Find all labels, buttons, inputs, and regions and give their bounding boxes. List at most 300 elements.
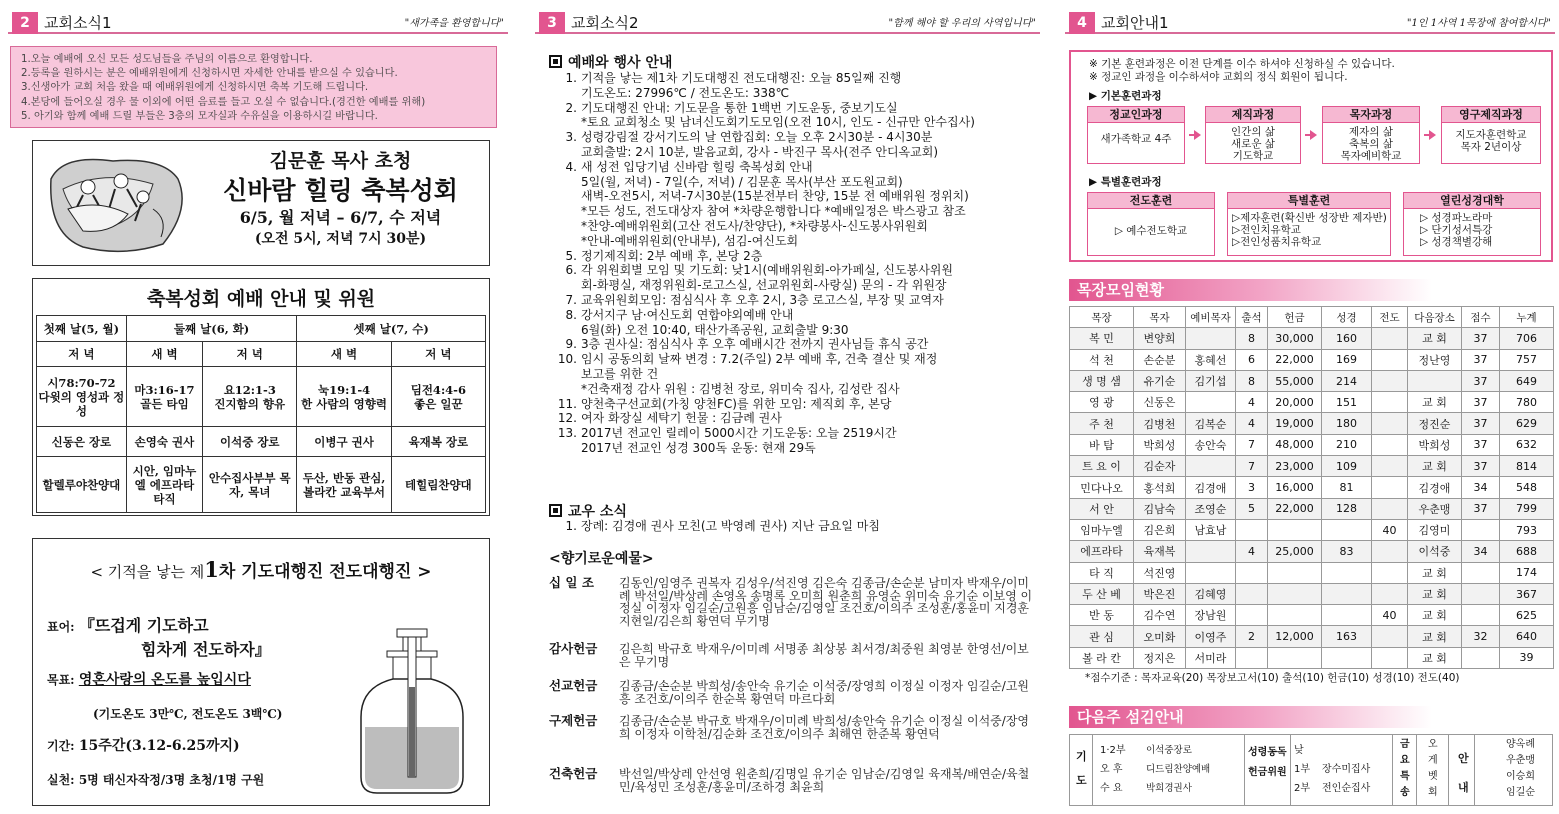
table-cell: 7 — [1236, 456, 1268, 477]
table-cell: 교 회 — [1408, 392, 1462, 413]
table-cell: 214 — [1322, 370, 1372, 391]
section-member-news: 교우 소식 — [549, 501, 627, 521]
square-bullet-icon — [549, 504, 562, 517]
event-item: 1. 기적을 낳는 제1차 기도대행진 전도대행진: 오늘 85일째 진행 — [565, 71, 902, 85]
table-cell: 김혜영 — [1186, 583, 1236, 604]
notice-line: 3.신생아가 교회 처음 왔을 때 예배위원에게 신청하시면 축복 기도해 드립니다. — [21, 82, 369, 94]
table-cell — [1372, 583, 1408, 604]
offering-team-slots: 낮 1부 2부 — [1294, 745, 1311, 794]
table-cell: 548 — [1500, 477, 1554, 498]
table-cell — [1186, 328, 1236, 349]
prayer-label: 기 도 — [1076, 750, 1087, 787]
event-item: 11. 양천축구선교회(가칭 양천FC)를 위한 모임: 제직회 후, 본당 — [557, 396, 892, 411]
score-criteria-note: *점수기준 : 목자교육(20) 목장보고서(10) 출석(10) 헌금(10) 성경(10) 전도(40) — [1085, 672, 1460, 684]
table-cell — [1372, 413, 1408, 434]
table-cell — [1372, 541, 1408, 562]
event-item-line: 5일(월, 저녁) - 7일(수, 저녁) / 김문훈 목사(부산 포도원교회) — [581, 174, 903, 189]
table-cell: 163 — [1322, 626, 1372, 647]
event-item-line: 6월(화) 오전 10:40, 태산가족공원, 교회출발 9:30 — [581, 322, 849, 337]
table-cell: 교 회 — [1408, 605, 1462, 626]
table-row — [1070, 562, 1554, 583]
offering-title: <향기로운예물> — [549, 551, 654, 567]
page-number: 2 — [12, 12, 38, 34]
training-note: ※ 기본 훈련과정은 이전 단계를 이수 하셔야 신청하실 수 있습니다. — [1089, 58, 1395, 70]
table-cell — [1186, 562, 1236, 583]
table-cell — [1322, 562, 1372, 583]
notice-line: 4.본당에 들어오실 경우 물 이외에 어떤 음료를 들고 오실 수 없습니다.(경건한 예배를 위해) — [21, 96, 426, 108]
table-cell — [1186, 392, 1236, 413]
day-header: 첫째 날(5, 월) — [37, 316, 127, 342]
table-cell: 180 — [1322, 413, 1372, 434]
column-header: 다음장소 — [1408, 307, 1462, 328]
march-goal: 목표: 영혼사랑의 온도를 높입시다 — [47, 672, 251, 688]
slot-header: 새 벽 — [297, 342, 391, 367]
table-cell: 8 — [1236, 328, 1268, 349]
table-cell: 34 — [1462, 477, 1500, 498]
table-cell: 김은희 — [1134, 519, 1186, 540]
notice-line: 5. 아기와 함께 예배 드릴 부들은 3층의 모자실과 수유실을 이용하시길 바랍니다. — [21, 110, 378, 122]
table-cell — [1236, 605, 1268, 626]
verse-cell: 눅19:1-4 한 사람의 영향력 — [297, 367, 391, 427]
table-cell: 서 안 — [1070, 498, 1134, 519]
event-item: 2. 기도대행진 안내: 기도문을 통한 1백번 기도운동, 중보기도실 — [565, 100, 898, 115]
event-item: 6. 각 위원회별 모임 및 기도회: 낮1시(예배위원회-아가페실, 신도봉사위원 — [565, 263, 953, 278]
course-box: 특별훈련 ▷제자훈련(확신반 성장반 제자반) ▷전인치유학교 ▷전인성품치유학교 — [1227, 192, 1391, 256]
table-cell: 유기순 — [1134, 370, 1186, 391]
table-cell — [1268, 605, 1322, 626]
leader-cell: 신동은 장로 — [37, 427, 127, 457]
table-cell: 706 — [1500, 328, 1554, 349]
table-row — [1070, 647, 1554, 668]
table-cell: 석 천 — [1070, 349, 1134, 370]
day-header: 둘째 날(6, 화) — [126, 316, 297, 342]
page-slogan: "새가족을 환영합니다" — [404, 18, 504, 29]
basic-training-label: ▶ 기본훈련과정 — [1089, 90, 1162, 102]
table-cell — [1462, 583, 1500, 604]
table-row — [1070, 519, 1554, 540]
table-cell: 174 — [1500, 562, 1554, 583]
table-cell — [1372, 456, 1408, 477]
choir-cell: 두산, 반동 관심, 볼라칸 교육부서 — [297, 457, 391, 513]
table-cell: 관 심 — [1070, 626, 1134, 647]
table-cell — [1372, 434, 1408, 455]
table-cell: 40 — [1372, 605, 1408, 626]
march-motto-2: 힘차게 전도하자』 — [141, 640, 271, 659]
choir-cell: 테힐림찬양대 — [391, 457, 485, 513]
table-cell: 25,000 — [1268, 541, 1322, 562]
table-cell: 복 민 — [1070, 328, 1134, 349]
table-cell: 4 — [1236, 392, 1268, 413]
table-row — [1070, 434, 1554, 455]
table-cell: 민다나오 — [1070, 477, 1134, 498]
table-cell: 주 천 — [1070, 413, 1134, 434]
prayer-times: 1·2부 오 후 수 요 — [1100, 745, 1126, 794]
table-cell: 볼 라 칸 — [1070, 647, 1134, 668]
table-cell: 김복순 — [1186, 413, 1236, 434]
table-cell: 2 — [1236, 626, 1268, 647]
table-row — [1070, 328, 1554, 349]
day-header: 셋째 날(7, 수) — [297, 316, 486, 342]
page-number: 4 — [1069, 12, 1095, 34]
table-cell: 박희성 — [1134, 434, 1186, 455]
table-cell: 814 — [1500, 456, 1554, 477]
notice-line: 2.등록을 원하시는 분은 예배위원에게 신청하시면 자세한 안내를 받으실 수 있습니다. — [21, 68, 398, 80]
offering-team-members: 장수미집사 전인순집사 — [1322, 764, 1371, 794]
table-cell: 799 — [1500, 498, 1554, 519]
table-cell: 37 — [1462, 370, 1500, 391]
event-item: 7. 교육위원회모임: 점심식사 후 오후 2시, 3층 로고스실, 부장 및 교역자 — [565, 292, 944, 307]
table-cell — [1372, 477, 1408, 498]
welcome-notice-box — [10, 46, 497, 128]
event-item-line: 새벽-오전5시, 저녁-7시30분(15분전부터 찬양, 15분 전 예배위원 정위치) — [581, 189, 969, 204]
table-row — [1070, 541, 1554, 562]
table-cell: 임마누엘 — [1070, 519, 1134, 540]
page-news-1 — [8, 0, 508, 814]
table-cell: 649 — [1500, 370, 1554, 391]
event-item-line: 교회출발: 2시 10분, 발음교회, 강사 - 박진구 목사(전주 안디옥교회) — [581, 144, 938, 159]
table-cell: 트 요 이 — [1070, 456, 1134, 477]
course-box: 정교인과정 새가족학교 4주 — [1087, 106, 1185, 164]
revival-banner — [32, 140, 490, 266]
leader-cell: 이석중 장로 — [203, 427, 297, 457]
friday-special-team: 오 게 벳 회 — [1428, 739, 1438, 798]
table-cell — [1186, 456, 1236, 477]
table-cell: 석진영 — [1134, 562, 1186, 583]
event-item-line: 2017년 전교인 성경 300독 운동: 현재 29독 — [581, 440, 816, 455]
square-bullet-icon — [549, 55, 562, 68]
column-header: 출석 — [1236, 307, 1268, 328]
prayer-leaders: 이석중장로 디드림찬양예배 박희경권사 — [1146, 745, 1211, 794]
page-title: 교회소식1 — [44, 14, 112, 32]
table-cell: 629 — [1500, 413, 1554, 434]
table-cell: 55,000 — [1268, 370, 1322, 391]
march-practice: 실천: 5명 태신자작정/3명 초청/1명 구원 — [47, 773, 265, 787]
table-cell — [1372, 392, 1408, 413]
section-worship-events: 예배와 행사 안내 — [549, 52, 672, 72]
verse-cell: 마3:16-17 골든 타임 — [126, 367, 202, 427]
column-header: 성경 — [1322, 307, 1372, 328]
table-row — [1070, 477, 1554, 498]
table-cell: 장남원 — [1186, 605, 1236, 626]
event-item: 12. 여자 화장실 세탁기 헌물 : 김금례 권사 — [557, 411, 782, 426]
table-cell: 625 — [1500, 605, 1554, 626]
service-guide-box — [32, 278, 490, 516]
page-header — [1065, 12, 1555, 34]
table-cell: 160 — [1322, 328, 1372, 349]
table-cell: 37 — [1462, 349, 1500, 370]
next-week-title: 다음주 섬김안내 — [1069, 706, 1553, 728]
event-item-line: *모든 성도, 전도대상자 참여 *차량운행합니다 *예배일정은 박스광고 참조 — [581, 204, 966, 219]
table-cell — [1462, 562, 1500, 583]
march-temperature: (기도온도 3만℃, 전도온도 3백℃) — [93, 707, 283, 721]
table-cell: 박은진 — [1134, 583, 1186, 604]
march-period: 기간: 15주간(3.12-6.25까지) — [47, 738, 240, 754]
table-row — [1070, 413, 1554, 434]
leader-cell: 이병구 권사 — [297, 427, 391, 457]
slot-header: 저 녁 — [203, 342, 297, 367]
event-item-line: *찬양-예배위원회(고산 전도사/찬양단), *차량봉사-신도봉사위원회 — [581, 218, 928, 233]
training-course-box — [1069, 50, 1553, 262]
table-row — [1070, 498, 1554, 519]
course-box: 목자과정 제자의 삶 축복의 삶 목자예비학교 — [1322, 106, 1420, 164]
table-cell: 김수연 — [1134, 605, 1186, 626]
table-cell: 757 — [1500, 349, 1554, 370]
service-schedule-table — [36, 315, 486, 513]
table-cell: 151 — [1322, 392, 1372, 413]
table-cell: 37 — [1462, 456, 1500, 477]
table-cell: 22,000 — [1268, 349, 1322, 370]
table-cell: 81 — [1322, 477, 1372, 498]
guide-label: 안 내 — [1458, 752, 1469, 794]
event-item: 5. 정기제직회: 2부 예배 후, 본당 2층 — [565, 248, 763, 263]
table-cell: 8 — [1236, 370, 1268, 391]
event-item: 4. 새 성전 입당기념 신바람 힐링 축복성회 안내 — [565, 159, 813, 174]
table-cell: 16,000 — [1268, 477, 1322, 498]
table-cell: 169 — [1322, 349, 1372, 370]
friday-special-label: 금 요 특 송 — [1400, 739, 1410, 798]
table-cell: 교 회 — [1408, 583, 1462, 604]
table-cell: 정진순 — [1408, 413, 1462, 434]
table-cell: 교 회 — [1408, 328, 1462, 349]
page-header — [8, 12, 508, 34]
choir-cell: 할렐루야찬양대 — [37, 457, 127, 513]
table-cell: 5 — [1236, 498, 1268, 519]
table-cell: 변양희 — [1134, 328, 1186, 349]
column-header: 목자 — [1134, 307, 1186, 328]
table-row — [1070, 605, 1554, 626]
event-item: 8. 강서지구 남·여신도회 연합야외예배 안내 — [565, 307, 794, 322]
table-cell: 640 — [1500, 626, 1554, 647]
table-cell — [1322, 647, 1372, 668]
table-cell — [1408, 370, 1462, 391]
table-cell: 4 — [1236, 541, 1268, 562]
revival-dates: 6/5, 월 저녁 – 6/7, 수 저녁 — [239, 208, 442, 227]
column-header: 전도 — [1372, 307, 1408, 328]
table-cell: 109 — [1322, 456, 1372, 477]
table-cell: 두 산 베 — [1070, 583, 1134, 604]
table-cell: 김영미 — [1408, 519, 1462, 540]
table-cell: 19,000 — [1268, 413, 1322, 434]
table-cell — [1322, 519, 1372, 540]
table-cell: 조영순 — [1186, 498, 1236, 519]
table-cell — [1268, 583, 1322, 604]
event-item-line: *안내-예배위원회(안내부), 섬김-여신도회 — [581, 233, 799, 248]
table-cell — [1268, 562, 1322, 583]
event-item: 10. 임시 공동의회 날짜 변경 : 7.2(주일) 2부 예배 후, 건축 결산 및 재정 — [557, 352, 938, 367]
table-cell: 83 — [1322, 541, 1372, 562]
table-cell — [1462, 605, 1500, 626]
table-cell: 교 회 — [1408, 626, 1462, 647]
table-cell: 김경애 — [1408, 477, 1462, 498]
table-row — [1070, 626, 1554, 647]
page-header — [535, 12, 1040, 34]
page-title: 교회안내1 — [1101, 14, 1169, 32]
table-cell: 37 — [1462, 392, 1500, 413]
event-item: 3. 성령강림절 강서기도의 날 연합집회: 오늘 오후 2시30분 - 4시30분 — [565, 130, 933, 145]
table-cell: 793 — [1500, 519, 1554, 540]
table-cell — [1322, 605, 1372, 626]
next-week-service-box — [1069, 734, 1553, 806]
revival-title: 신바람 힐링 축복성회 — [223, 176, 458, 205]
revival-times: (오전 5시, 저녁 7시 30분) — [254, 231, 427, 247]
table-cell: 780 — [1500, 392, 1554, 413]
event-item-line: 기도온도: 27996℃ / 전도온도: 338℃ — [581, 85, 790, 100]
event-list — [555, 71, 1040, 456]
column-header: 목장 — [1070, 307, 1134, 328]
verse-cell: 요12:1-3 진지함의 향유 — [203, 367, 297, 427]
course-box: 전도훈련 ▷ 예수전도학교 — [1087, 192, 1215, 256]
table-cell: 이석중 — [1408, 541, 1462, 562]
table-cell — [1372, 647, 1408, 668]
table-cell: 교 회 — [1408, 647, 1462, 668]
table-cell: 40 — [1372, 519, 1408, 540]
table-cell: 367 — [1500, 583, 1554, 604]
table-cell: 688 — [1500, 541, 1554, 562]
thermometer-jar-icon — [353, 627, 471, 797]
leader-cell: 육재복 장로 — [391, 427, 485, 457]
page-news-2: 3 교회소식2 "함께 해야 할 우리의 사역입니다" 예배와 행사 안내 1. 기적을 낳는 제1차 기도대행진 전도대행진: 오늘 85일째 진행 기도온도: 27996℃ / 전도온도: 338℃ 2. 기도대행진 안내: 기도문을 통한 1백번 기도운동, 중보기도실 *토요 교회청소 및 남녀신도회기도모임(오전 10시, 인도 - 신규만 안수집사) 3. 성령강림절 강서기도의 날 연합집회: 오늘 오후 2시30분 - 4시30분 교회출발: 2시 10분, 발음교회, 강사 - 박진구 목사(전주 안디옥교회) 4. 새 성전 입당기념 신바람 힐링 축복성회 안내 5일(월, 저녁) - 7일(수, 저녁) / 김문훈 목사(부산 포도원교회) 새벽-오전5시, 저녁-7시30분(15분전부터 찬양, 15분 전 예배위원 정위치) *모든 성도, 전도대상자 참여 *차량운행합니다 *예배일정은 박스광고 참조 *찬양-예배위원회(고산 전도사/찬양단), *차량봉사-신도봉사위원회 *안내-예배위원회(안내부), 섬김-여신도회 5. 정기제직회: 2부 예배 후, 본당 2층 6. 각 위원회별 모임 및 기도회: 낮1시(예배위원회-아가페실, 신도봉사위원 회-화평실, 재정위원회-로고스실, 선교위원회-사랑실) 문의 - 각 위원장 7. 교육위원회모임: 점심식사 후 오후 2시, 3층 로고스실, 부장 및 교역자 8. 강서지구 남·여신도회 연합야외예배 안내 6월(화) 오전 10:40, 태산가족공원, 교회출발 9:30 9. 3층 권사실: 점심식사 후 오후 예배시간 전까지 권사님들 휴식 공간 10. 임시 공동의회 날짜 변경 : 7.2(주일) 2부 예배 후, 건축 결산 및 재정 보고를 위한 건 *건축재정 감사 위원 : 김병천 장로, 위미숙 집사, 김성란 집사 11. 양천축구선교회(가칭 양천FC)를 위한 모임: 제직회 후, 본당 12. 여자 화장실 세탁기 헌물 : 김금례 권사 13. 2017년 전교인 릴레이 5000시간 기도운동: 오늘 2519시간 2017년 전교인 성경 300독 운동: 현재 29독 교우 소식 1. 장례: 김경애 권사 모친(고 박영례 권사) 지난 금요일 마침 <향기로운예물> 십 일 조 김동인/임영주 권복자 김성우/석진영 김은숙 김종금/손순분 남미자 박재우/이미례 박선일/박상레 손영옥 송명록 오미희 원춘희 유영순 위미숙 유기순 이보영 이정실 이정자 임길순/고원흥 임남순/김영일 조건호/이의주 조성훈/홍윤미 지경훈 지현일/김은희 황연덕 무기명 감사헌금 김은희 박규호 박재우/이미례 서명종 최상봉 최서경/최중원 최영분 한영선/이보은 무기명 선교헌금 김종금/손순분 박희성/송안숙 유기순 이석중/장영희 이정실 이정자 임길순/고원흥 조건호/이의주 한순복 황연덕 마르다회 구제헌금 김종금/손순분 박규호 박재우/이미례 박희성/송안숙 유기순 이정실 이석중/장영희 이정자 이학천/김순화 조건호/이의주 최해연 한준복 황연덕 건축헌금 박선일/박상레 안선영 원춘희/김명일 유기순 임남순/김영일 육재복/배연순/육철민/육성민 조성훈/홍윤미/조하경 최윤희 — [535, 0, 1040, 814]
table-cell: 210 — [1322, 434, 1372, 455]
table-row — [1070, 456, 1554, 477]
event-item-line: 보고를 위한 건 — [581, 366, 659, 381]
table-cell: 7 — [1236, 434, 1268, 455]
table-cell: 서미라 — [1186, 647, 1236, 668]
table-cell: 반 동 — [1070, 605, 1134, 626]
table-cell: 박희성 — [1408, 434, 1462, 455]
event-item-line: *건축재정 감사 위원 : 김병천 장로, 위미숙 집사, 김성란 집사 — [581, 381, 900, 396]
table-cell: 30,000 — [1268, 328, 1322, 349]
table-cell — [1236, 583, 1268, 604]
table-cell: 타 직 — [1070, 562, 1134, 583]
page-slogan: "1인 1사역 1목장에 참여합시다" — [1406, 18, 1551, 29]
revival-invite: 김문훈 목사 초청 — [269, 150, 412, 172]
table-cell: 손순분 — [1134, 349, 1186, 370]
table-cell: 32 — [1462, 626, 1500, 647]
table-row — [1070, 349, 1554, 370]
mokjang-status-table — [1069, 306, 1554, 669]
table-cell: 남효남 — [1186, 519, 1236, 540]
table-cell — [1236, 519, 1268, 540]
table-cell: 34 — [1462, 541, 1500, 562]
table-row — [1070, 583, 1554, 604]
table-cell — [1268, 647, 1322, 668]
service-guide-title: 축복성회 예배 안내 및 위원 — [146, 288, 376, 310]
table-cell: 오미화 — [1134, 626, 1186, 647]
prayer-march-box — [32, 538, 490, 806]
table-cell — [1462, 519, 1500, 540]
table-cell: 교 회 — [1408, 456, 1462, 477]
table-cell — [1372, 626, 1408, 647]
event-item-line: 회-화평실, 재정위원회-로고스실, 선교위원회-사랑실) 문의 - 각 위원장 — [581, 278, 947, 293]
leader-cell: 손영숙 권사 — [126, 427, 202, 457]
table-cell: 12,000 — [1268, 626, 1322, 647]
slot-header: 새 벽 — [126, 342, 202, 367]
table-cell: 128 — [1322, 498, 1372, 519]
notice-line: 1.오늘 예배에 오신 모든 성도님들을 주님의 이름으로 환영합니다. — [21, 54, 313, 65]
table-cell: 6 — [1236, 349, 1268, 370]
course-box: 제직과정 인간의 삶 새로운 삶 기도학교 — [1205, 106, 1301, 164]
table-cell: 생 명 샘 — [1070, 370, 1134, 391]
verse-cell: 딤전4:4-6 좋은 일꾼 — [391, 367, 485, 427]
table-cell — [1372, 349, 1408, 370]
choir-cell: 시안, 임마누엘 에프라타 타직 — [126, 457, 202, 513]
table-cell: 김남숙 — [1134, 498, 1186, 519]
table-cell — [1462, 647, 1500, 668]
table-cell: 48,000 — [1268, 434, 1322, 455]
table-row — [1070, 370, 1554, 391]
table-cell: 22,000 — [1268, 498, 1322, 519]
column-header: 누계 — [1500, 307, 1554, 328]
table-cell: 23,000 — [1268, 456, 1322, 477]
table-cell: 정지은 — [1134, 647, 1186, 668]
revival-illustration-icon — [43, 149, 193, 254]
table-cell: 김순자 — [1134, 456, 1186, 477]
course-box: 열린성경대학 ▷ 성경파노라마 ▷ 단기성서특강 ▷ 성경책별강해 — [1403, 192, 1541, 256]
table-cell — [1372, 562, 1408, 583]
table-row — [1070, 392, 1554, 413]
choir-cell: 안수집사부부 목자, 목녀 — [203, 457, 297, 513]
table-cell: 37 — [1462, 328, 1500, 349]
course-box: 영구제직과정 지도자훈련학교 목자 2년이상 — [1441, 106, 1541, 164]
arrow-right-icon — [1189, 134, 1199, 136]
table-cell: 김기섭 — [1186, 370, 1236, 391]
table-header-row — [1070, 307, 1554, 328]
slot-header: 저 녁 — [391, 342, 485, 367]
special-training-label: ▶ 특별훈련과정 — [1089, 176, 1162, 188]
table-cell: 3 — [1236, 477, 1268, 498]
table-cell: 20,000 — [1268, 392, 1322, 413]
table-cell: 김경애 — [1186, 477, 1236, 498]
table-cell: 37 — [1462, 434, 1500, 455]
training-note: ※ 정교인 과정을 이수하셔야 교회의 정식 회원이 됩니다. — [1089, 71, 1348, 83]
table-cell — [1186, 541, 1236, 562]
table-cell: 바 탐 — [1070, 434, 1134, 455]
mokjang-title: 목장모임현황 — [1069, 279, 1553, 301]
page-church-guide — [1065, 0, 1555, 814]
table-cell: 4 — [1236, 413, 1268, 434]
page-title: 교회소식2 — [571, 14, 639, 32]
event-item: 9. 3층 권사실: 점심식사 후 오후 예배시간 전까지 권사님들 휴식 공간 — [565, 337, 929, 352]
table-cell: 홍석희 — [1134, 477, 1186, 498]
table-cell: 교 회 — [1408, 562, 1462, 583]
event-item: 13. 2017년 전교인 릴레이 5000시간 기도운동: 오늘 2519시간 — [557, 426, 897, 441]
slot-header: 저 녁 — [37, 342, 127, 367]
page-number: 3 — [539, 12, 565, 34]
arrow-right-icon — [1305, 134, 1315, 136]
table-cell: 홍혜선 — [1186, 349, 1236, 370]
arrow-right-icon — [1424, 134, 1434, 136]
event-item-line: *토요 교회청소 및 남녀신도회기도모임(오전 10시, 인도 - 신규만 안수집사) — [581, 115, 975, 130]
verse-cell: 시78:70-72 다윗의 영성과 정성 — [37, 367, 127, 427]
table-cell — [1372, 328, 1408, 349]
table-cell: 632 — [1500, 434, 1554, 455]
table-cell: 영 광 — [1070, 392, 1134, 413]
offering-team-label: 성령동독 헌금위원 — [1248, 747, 1287, 778]
table-cell — [1322, 583, 1372, 604]
table-cell: 39 — [1500, 647, 1554, 668]
table-cell — [1372, 370, 1408, 391]
table-cell: 김병천 — [1134, 413, 1186, 434]
table-cell: 송안숙 — [1186, 434, 1236, 455]
page-slogan: "함께 해야 할 우리의 사역입니다" — [888, 18, 1036, 29]
table-cell: 37 — [1462, 413, 1500, 434]
table-cell — [1268, 519, 1322, 540]
table-cell: 육재복 — [1134, 541, 1186, 562]
table-cell — [1372, 498, 1408, 519]
table-cell: 37 — [1462, 498, 1500, 519]
table-cell: 신동은 — [1134, 392, 1186, 413]
table-cell — [1236, 647, 1268, 668]
